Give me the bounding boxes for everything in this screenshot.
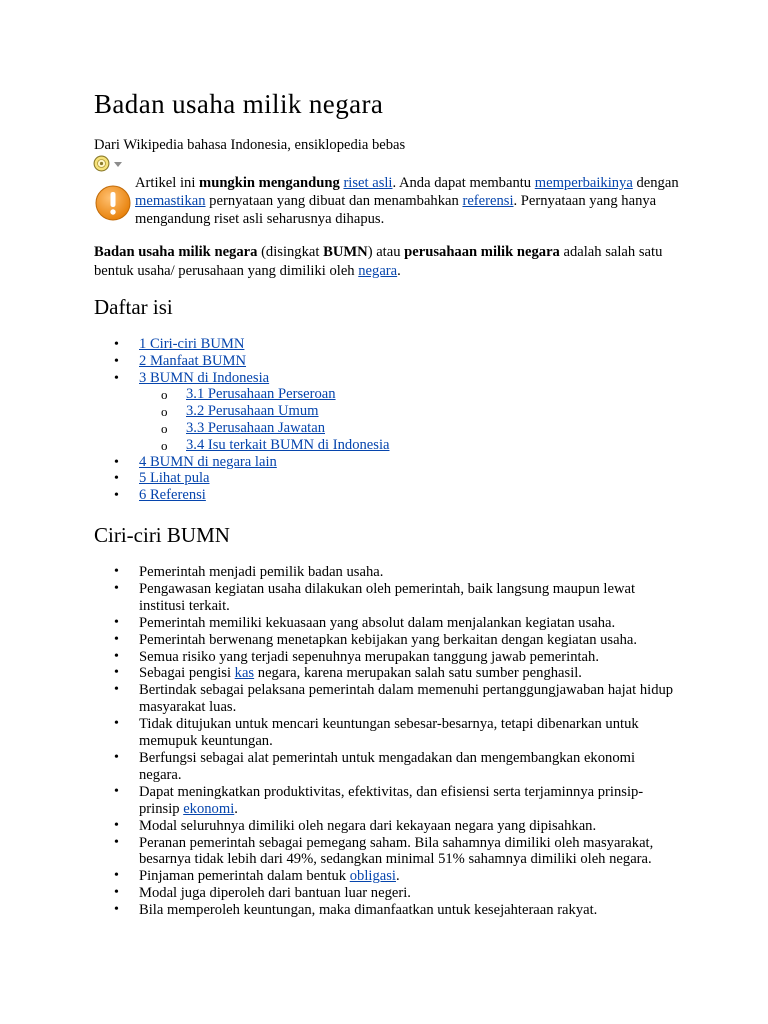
toc-item xyxy=(114,487,389,504)
list-item: • Modal seluruhnya dimiliki oleh negara dari kekayaan negara yang dipisahkan. xyxy=(114,818,679,835)
toc-subitem xyxy=(114,403,389,420)
toc-item xyxy=(114,470,389,487)
original-research-notice xyxy=(94,174,684,228)
lead-text-2: ) atau xyxy=(367,244,405,260)
link-negara[interactable]: negara xyxy=(358,263,398,279)
toc-link[interactable]: 3.2 Perusahaan Umum xyxy=(186,403,319,420)
link-ekonomi[interactable]: ekonomi xyxy=(183,800,235,817)
notice-bold: mungkin mengandung xyxy=(199,175,340,191)
notice-text-2: . Anda dapat membantu xyxy=(392,175,535,191)
toc-item xyxy=(114,336,389,353)
list-item: • Pemerintah menjadi pemilik badan usaha. xyxy=(114,564,679,581)
notice-text-1: Artikel ini xyxy=(135,175,200,191)
list-item-text: . xyxy=(234,800,238,817)
toc-link[interactable]: 3.3 Perusahaan Jawatan xyxy=(186,419,325,436)
list-item-text: Pinjaman pemerintah dalam bentuk xyxy=(139,868,350,885)
lead-bold-3: perusahaan milik negara xyxy=(404,244,560,260)
toc-link[interactable]: 2 Manfaat BUMN xyxy=(139,352,247,369)
toc-link[interactable]: 5 Lihat pula xyxy=(139,470,210,487)
list-item: • Semua risiko yang terjadi sepenuhnya merupakan tanggung jawab pemerintah. xyxy=(114,649,679,666)
lead-bold-1: Badan usaha milik negara xyxy=(94,244,258,260)
list-item: • Bertindak sebagai pelaksana pemerintah dalam memenuhi pertanggungjawaban hajat hidup masyarakat luas. xyxy=(114,682,679,716)
smiley-icon[interactable] xyxy=(93,155,110,172)
toc-item xyxy=(114,353,389,370)
ciri-bumn-list xyxy=(114,564,679,919)
toc-subitem xyxy=(114,386,389,403)
list-item-text: negara, karena merupakan salah satu sumber penghasil. xyxy=(254,665,582,682)
link-memperbaikinya[interactable]: memperbaikinya xyxy=(534,175,633,191)
exclamation-icon xyxy=(94,184,132,222)
page-title: Badan usaha milik negara xyxy=(94,89,384,119)
toc-link[interactable]: 3.4 Isu terkait BUMN di Indonesia xyxy=(186,436,390,453)
lead-text-4: . xyxy=(397,263,401,279)
toc-item xyxy=(114,370,389,387)
page-subtitle: Dari Wikipedia bahasa Indonesia, ensiklopedia bebas xyxy=(94,137,406,153)
link-kas[interactable]: kas xyxy=(234,665,255,682)
toc-link[interactable]: 3 BUMN di Indonesia xyxy=(139,369,270,386)
lead-bold-2: BUMN xyxy=(323,244,368,260)
link-riset-asli[interactable]: riset asli xyxy=(343,175,393,191)
triangle-down-icon[interactable] xyxy=(113,160,123,168)
list-item: • Pengawasan kegiatan usaha dilakukan oleh pemerintah, baik langsung maupun lewat institusi terkait. xyxy=(114,581,679,615)
toc-item xyxy=(114,454,389,471)
toc-link[interactable]: 1 Ciri-ciri BUMN xyxy=(139,336,245,352)
list-item: • Berfungsi sebagai alat pemerintah untuk mengadakan dan mengembangkan ekonomi negara. xyxy=(114,750,679,784)
list-item xyxy=(114,665,679,682)
toc-link[interactable]: 6 Referensi xyxy=(139,487,206,504)
toc-heading: Daftar isi xyxy=(94,295,173,319)
list-item-text: Sebagai pengisi xyxy=(139,665,235,682)
link-memastikan[interactable]: memastikan xyxy=(135,193,206,209)
list-item-text: . xyxy=(395,868,400,885)
notice-text-4: pernyataan yang dibuat dan menambahkan xyxy=(205,193,463,209)
notice-text-3: dengan xyxy=(632,175,679,191)
list-item-text: Dapat meningkatkan produktivitas, efektivitas, dan efisiensi serta terjaminnya prinsip-prinsip xyxy=(139,783,644,817)
section-heading-ciri-bumn: Ciri-ciri BUMN xyxy=(94,523,230,547)
list-item: • Pemerintah memiliki kekuasaan yang absolut dalam menjalankan kegiatan usaha. xyxy=(114,615,679,632)
toc-subitem xyxy=(114,420,389,437)
link-obligasi[interactable]: obligasi xyxy=(349,868,396,885)
list-item: • Bila memperoleh keuntungan, maka dimanfaatkan untuk kesejahteraan rakyat. xyxy=(114,902,679,919)
list-item xyxy=(114,784,679,818)
lead-paragraph xyxy=(94,243,679,281)
lead-text-1: (disingkat xyxy=(257,244,324,260)
list-item: • Tidak ditujukan untuk mencari keuntungan sebesar-besarnya, tetapi dibenarkan untuk memupuk keuntungan. xyxy=(114,716,679,750)
table-of-contents xyxy=(114,336,389,504)
list-item xyxy=(114,868,679,885)
lead-text-3: adalah salah satu bentuk usaha/ perusahaan yang dimiliki oleh xyxy=(94,244,663,279)
list-item: • Modal juga diperoleh dari bantuan luar negeri. xyxy=(114,885,679,902)
toc-subitem xyxy=(114,437,389,454)
link-referensi[interactable]: referensi xyxy=(462,193,514,209)
toc-link[interactable]: 4 BUMN di negara lain xyxy=(139,453,277,470)
toc-link[interactable]: 3.1 Perusahaan Perseroan xyxy=(186,386,336,403)
list-item: • Peranan pemerintah sebagai pemegang saham. Bila sahamnya dimiliki oleh masyarakat, besarnya tidak lebih dari 49%, sedangkan minimal 51% sahamnya dimiliki oleh negara. xyxy=(114,835,679,869)
notice-text-5: . Pernyataan yang hanya mengandung riset asli seharusnya dihapus. xyxy=(135,193,657,227)
notice-text xyxy=(135,174,684,228)
tool-icons[interactable] xyxy=(93,155,123,172)
list-item: • Pemerintah berwenang menetapkan kebijakan yang berkaitan dengan kegiatan usaha. xyxy=(114,632,679,649)
